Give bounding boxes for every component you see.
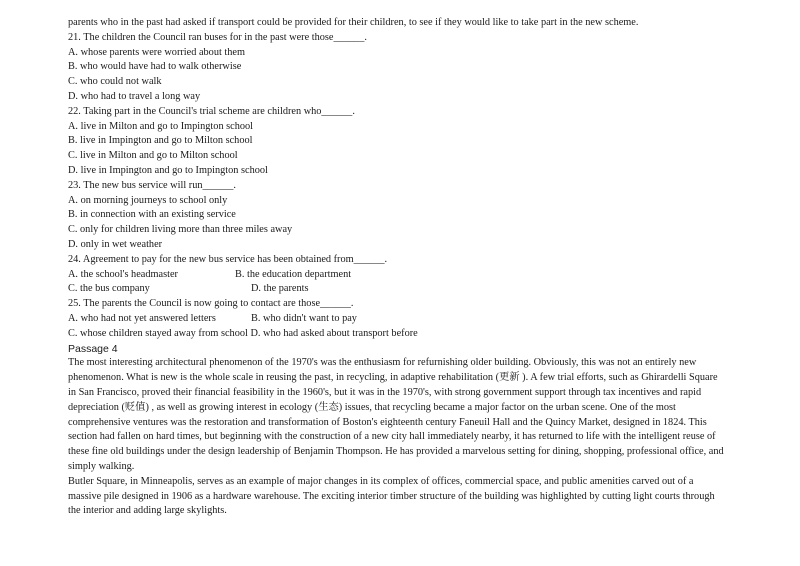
question-25-option-a: A. who had not yet answered letters [68,312,216,324]
question-25-option-b: B. who didn't want to pay [251,312,357,324]
passage-heading: Passage 4 [68,342,118,355]
question-24-option-a: A. the school's headmaster [68,268,178,280]
question-22-option-a: A. live in Milton and go to Impington school [68,120,254,132]
question-24-options-row-2 [68,282,728,297]
question-21-option-b: B. who would have had to walk otherwise [68,61,242,73]
question-21-option-a: A. whose parents were worried about them [68,46,245,58]
question-21-option-d: D. who had to travel a long way [68,90,201,102]
question-25-stem: 25. The parents the Council is now going to contact are those______. [68,298,354,310]
question-22-option-b: B. live in Impington and go to Milton school [68,135,253,147]
question-24-stem: 24. Agreement to pay for the new bus service has been obtained from______. [68,253,388,265]
document-page [68,16,728,519]
question-24-option-d: D. the parents [251,283,309,295]
question-21-stem: 21. The children the Council ran buses for in the past were those______. [68,31,367,43]
question-23-option-c: C. only for children living more than three miles away [68,224,293,236]
intro-line: parents who in the past had asked if transport could be provided for their children, to see if they would like to take part in the new scheme. [68,17,639,28]
question-21-option-c: C. who could not walk [68,76,162,88]
question-23-stem: 23. The new bus service will run______. [68,179,236,191]
question-22-option-d: D. live in Impington and go to Impington school [68,164,268,176]
question-23-option-a: A. on morning journeys to school only [68,194,228,206]
passage-paragraph-1: The most interesting architectural phenomenon of the 1970's was the enthusiasm for refurnishing older building. Obviously, this was not an entirely new phenomenon. What is new is the whole scale in reusing the past, in recycling, in adaptive rehabilitation (更新 ). A few trial efforts, such as Ghirardelli Square in San Francisco, proved their financial feasibility in the 1960's, but it was in the 1970's, with strong government support through tax incentives and rapid depreciation (贬值) , as well as growing interest in ecology (生态) issues, that recycling became a major factor on the urban scene. One of the most comprehensive ventures was the restoration and transformation of Boston's eighteenth century Faneuil Hall and the Quincy Market, designed in 1824. This section had fallen on hard times, but beginning with the construction of a new city hall immediately nearby, it has returned to life with the intelligent reuse of these fine old buildings under the design leadership of Benjamin Thompson. He has provided a marvelous setting for dining, shopping, professional office, and simply walking. [68,357,724,472]
question-22-option-c: C. live in Milton and go to Milton school [68,150,238,162]
question-23-option-b: B. in connection with an existing service [68,209,236,221]
question-24-option-c: C. the bus company [68,283,150,295]
question-23-option-d: D. only in wet weather [68,238,163,250]
question-24-options-row-1 [68,268,728,283]
question-24-option-b: B. the education department [235,268,352,280]
passage-paragraph-2: Butler Square, in Minneapolis, serves as an example of major changes in its complex of offices, commercial space, and public amenities carved out of a massive pile designed in 1906 as a hardware warehouse. The exciting interior timber structure of the building was highlighted by cutting light courts through the interior and adding large skylights. [68,475,715,517]
question-22-stem: 22. Taking part in the Council's trial scheme are children who______. [68,105,355,117]
question-25-options-c-d: C. whose children stayed away from school D. who had asked about transport before [68,327,418,339]
question-25-options-row-1 [68,312,728,327]
